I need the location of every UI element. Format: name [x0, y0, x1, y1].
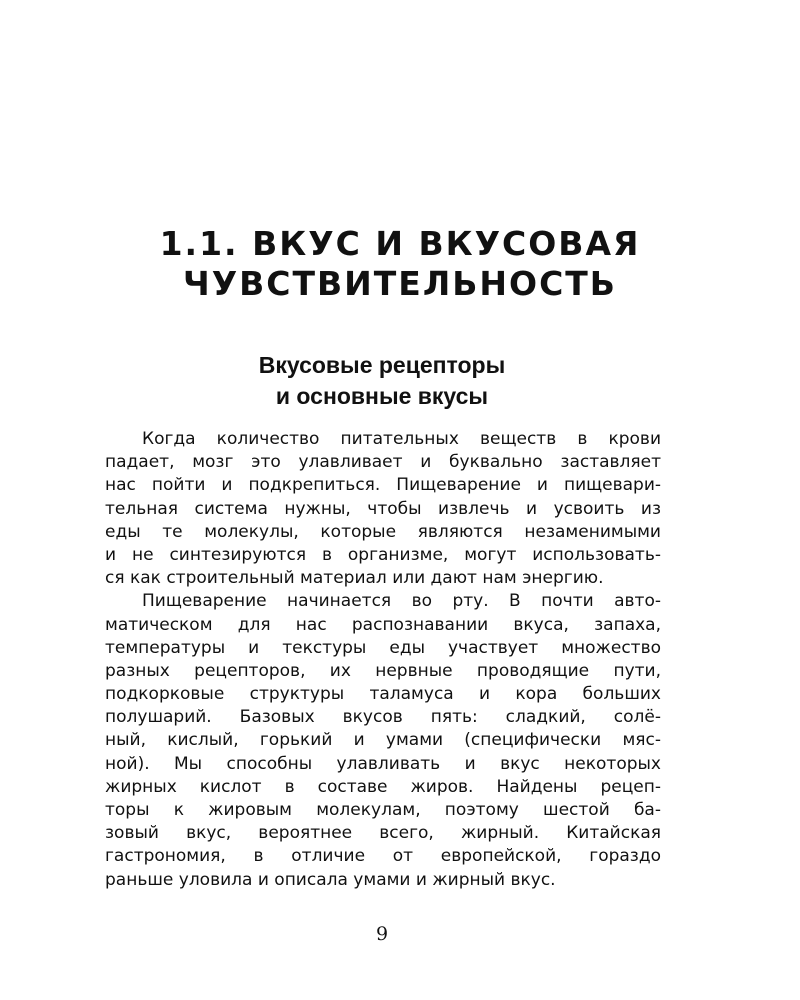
section-title-line: и основные вкусы: [275, 383, 489, 409]
text-line: раньше уловила и описала умами и жирный вкус.: [105, 869, 556, 890]
text-line: и не синтезируются в организме, могут использовать-: [105, 544, 661, 565]
paragraph: [105, 590, 661, 891]
chapter-title-line: ЧУВСТВИТЕЛЬНОСТЬ: [183, 264, 617, 303]
text-line: нас пойти и подкрепиться. Пищеварение и пищевари-: [105, 475, 661, 496]
body-text: [105, 428, 661, 892]
page-number: 9: [375, 923, 389, 945]
text-line: ся как строительный материал или дают нам энергию.: [105, 568, 604, 589]
section-title-line: Вкусовые рецепторы: [258, 352, 506, 378]
text-line: Когда количество питательных веществ в крови: [142, 429, 661, 449]
text-line: падает, мозг это улавливает и буквально заставляет: [105, 452, 661, 473]
text-line: ной). Мы способны улавливать и вкус некоторых: [105, 753, 661, 774]
paragraph: [105, 428, 661, 590]
text-line: зовый вкус, вероятнее всего, жирный. Китайская: [105, 823, 661, 844]
chapter-title-line: 1.1. ВКУС И ВКУСОВАЯ: [159, 224, 641, 263]
text-line: полушарий. Базовых вкусов пять: сладкий, солё-: [105, 707, 661, 728]
text-line: подкорковые структуры таламуса и кора больших: [105, 684, 661, 705]
text-line: жирных кислот в составе жиров. Найдены рецеп-: [105, 776, 661, 797]
section-title: [0, 350, 764, 412]
text-line: разных рецепторов, их нервные проводящие пути,: [105, 660, 661, 681]
text-line: тельная система нужны, чтобы извлечь и усвоить из: [105, 498, 661, 519]
text-line: температуры и текстуры еды участвует множество: [105, 637, 661, 658]
text-line: Пищеварение начинается во рту. В почти авто-: [142, 591, 661, 612]
text-line: гастрономия, в отличие от европейской, гораздо: [105, 846, 661, 867]
text-line: ный, кислый, горький и умами (специфически мяс-: [105, 730, 661, 751]
chapter-title: [0, 224, 800, 304]
text-line: торы к жировым молекулам, поэтому шестой ба-: [105, 800, 661, 820]
text-line: еды те молекулы, которые являются незаменимыми: [105, 521, 661, 542]
text-line: матическом для нас распознавании вкуса, запаха,: [105, 614, 661, 635]
